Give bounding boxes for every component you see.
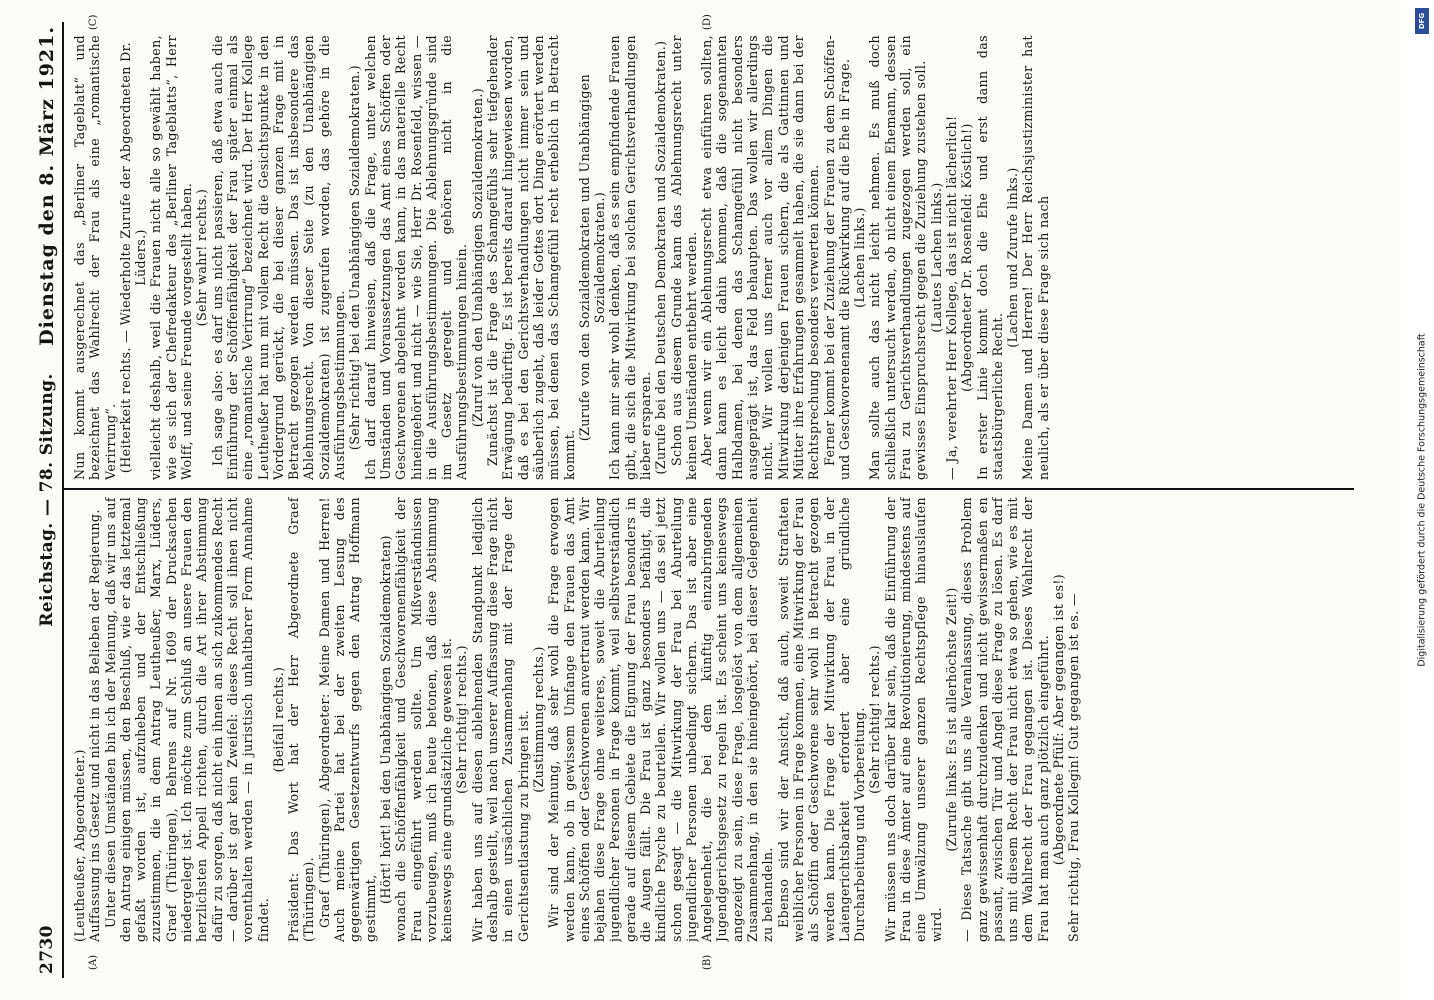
interjection-line: (Abgeordneter Dr. Rosenfeld: Köstlich!) (959, 123, 975, 392)
interjection-line: (Sehr richtig! rechts.) (867, 645, 883, 794)
body-paragraph: — Ja, verehrter Herr Kollege, das ist nicht lächerlich! (943, 115, 959, 480)
interjection-line: (Hört! hört! bei den Unabhängigen Sozialdemokraten) (377, 535, 393, 904)
digitization-credit-text: Digitalisierung gefördert durch die Deutsche Forschungsgemeinschaft (1416, 333, 1428, 667)
interjection-line: (Heiterkeit rechts. — Wiederholte Zurufe der Abgeordneten Dr. Lüders.) (117, 41, 149, 474)
interjection-line: (Zuruf von den Unabhängigen Sozialdemokraten.) (469, 87, 485, 428)
body-paragraph: Zunächst ist die Frage des Schamgefühls sehr tiefgehender Erwägung bedürftig. Es ist bereits darauf hingewiesen worden, daß es bei den Gerichtsverhandlungen nicht immer sein und säuberlich zugeht, daß leider Gottes dort Dinge erörtert werden müssen, bei denen das Schamgefühl recht erheblich in Betracht kommt. (485, 35, 577, 480)
body-paragraph: vielleicht deshalb, weil die Frauen nicht alle so gewählt haben, wie es sich der Chefredakteur des „Berliner Tageblatts“, Herr Wolff, und seine Freunde vorgestellt haben. (148, 35, 195, 480)
body-paragraph: Ich sage also: es darf uns nicht passieren, daß etwa auch die Einführung der Schöffenfähigkeit der Frau später einmal als eine „romantische Verirrung“ bezeichnet wird. Der Herr Kollege Leutheußer hat nun mit vollem Recht die Gesichtspunkte in den Vordergrund gerückt, die bei dieser ganzen Frage mit in Betracht gezogen werden müssen. Das ist insbesondere das Ablehnungsrecht. Von dieser Seite (zu den Unabhängigen Sozialdemokraten) ist zugerufen worden, das gehöre in die Ausführungsbestimmungen. (209, 35, 348, 480)
interjection-line: (Zurufe von den Sozialdemokraten und Unabhängigen Sozialdemokraten.) (576, 73, 608, 442)
body-paragraph: Ferner kommt bei der Zuziehung der Frauen zu dem Schöffen- und Geschworenenamt die Rückwirkung auf die Ehe in Frage. (821, 35, 852, 480)
interjection-line: (Sehr richtig! bei den Unabhängigen Sozialdemokraten.) (347, 64, 363, 451)
body-paragraph: Unter diesen Umständen bin ich der Meinung, daß wir uns auf den Antrag einigen müssen, den Beschluß, wie er das letztemal gefaßt worden ist, aufzuheben und der Entschließung zuzustimmen, die in dem Antrag Leutheußer, Marx, Lüders, Graef (Thüringen), Behrens auf Nr. 1609 der Drucksachen niedergelegt ist. Ich möchte zum Schluß an unsere Frauen den herzlichsten Appell richten, durch die Art ihrer Abstimmung dafür zu sorgen, daß nicht ein ihnen an sich zukommendes Recht — darüber ist gar kein Zweifel: dieses Recht soll ihnen nicht vorenthalten werden — in juristisch unhaltbarer Form Annahme findet. (102, 497, 271, 942)
body-paragraph: Man sollte auch das nicht leicht nehmen. Es muß doch schließlich untersucht werden, ob nicht einem Ehemann, dessen Frau zu Gerichtsverhandlungen zugezogen werden soll, ein gewisses Einspruchsrecht gegen die Zuziehung zustehen soll. (867, 35, 929, 480)
dfg-logo (1415, 8, 1429, 34)
page-number: 2730 (37, 925, 57, 974)
interjection-line: (Lachen und Zurufe links.) (1005, 167, 1021, 348)
body-paragraph: Nun kommt ausgerechnet das „Berliner Tageblatt“ und bezeichnet das Wahlrecht der Frau als eine „romantische Verirrung“. (72, 35, 118, 480)
body-paragraph: Meine Damen und Herren! Der Herr Reichsjustizminister hat neulich, als er über diese Frage sich nach (1020, 35, 1051, 480)
body-paragraph: Sehr richtig, Frau Kollegin! Gut gegangen ist es. — (1066, 593, 1082, 942)
body-paragraph: Ebenso sind wir der Ansicht, daß auch, soweit Straftaten weiblicher Personen in Frage kommen, eine Mitwirkung der Frau als Schöffin oder Geschworene sehr wohl in Betracht gezogen werden kann. Die Frage der Mitwirkung der Frau in der Laiengerichtsbarkeit erfordert aber eine gründliche Durcharbeitung und Vorbereitung. (775, 497, 868, 942)
body-paragraph: Wir sind der Meinung, daß sehr wohl die Frage erwogen werden kann, ob in gewissem Umfange den Frauen das Amt eines Schöffen oder Geschworenen anvertraut werden kann. Wir bejahen diese Frage ohne weiteres, soweit die Aburteilung jugendlicher Personen in Frage kommt, weil selbstverständlich gerade auf diesem Gebiete die Eignung der Frau besonders in die Augen fällt. Die Frau ist ganz besonders befähigt, die kindliche Psyche zu beurteilen. Wir wollen uns — das sei jetzt schon gesagt — die Mitwirkung der Frau bei Aburteilung jugendlicher Personen unbedingt sichern. Das ist aber eine Angelegenheit, die bei dem künftig einzubringenden Jugendgerichtsgesetz zu regeln ist. Es scheint uns keineswegs angezeigt zu sein, diese Frage, losgelöst von dem allgemeinen Zusammenhang, in den sie hineingehört, bei dieser Gelegenheit zu behandeln. (546, 497, 776, 942)
interjection-line: (Zurufe links: Es ist allerhöchste Zeit!) (943, 587, 959, 852)
body-paragraph: Graef (Thüringen), Abgeordneter: Meine Damen und Herren! Auch meine Partei hat bei der zweiten Lesung des gegenwärtigen Gesetzentwurfs gegen den Antrag Hoffmann gestimmt, (316, 497, 378, 942)
body-paragraph: Aber wenn wir ein Ablehnungsrecht etwa einführen sollten, dann kann es leicht dahin kommen, daß die sogenannten Halbdamen, bei denen das Schamgefühl nicht besonders ausgeprägt ist, das Feld behaupten. Das wollen wir allerdings nicht. Wir wollen uns ferner auch vor allem Dingen die Mitwirkung derjenigen Frauen sichern, die als Gattinnen und Mütter ihre Erfahrungen gesammelt haben, die sie dann bei der Rechtsprechung besonders verwerten können. (699, 35, 822, 480)
margin-mark-c: (C) (88, 14, 99, 30)
left-text-column (72, 497, 1380, 942)
body-paragraph: Präsident: Das Wort hat der Herr Abgeordnete Graef (Thüringen). (286, 497, 317, 942)
interjection-line: (Beifall rechts.) (270, 666, 286, 773)
interjection-line: (Lautes Lachen links.) (928, 182, 944, 333)
body-paragraph: Ich darf darauf hinweisen, daß die Frage, unter welchen Umständen und Voraussetzungen das Amt eines Schöffen oder Geschworenen abgelehnt werden kann, in das materielle Recht hineingehört und nicht — wie Sie, Herr Dr. Rosenfeld, wissen — in die Ausführungsbestimmungen. Die Ablehnungsgründe sind im Gesetz geregelt und gehören nicht in die Ausführungsbestimmungen hinein. (362, 35, 470, 480)
body-paragraph: Auffassung ins Gesetz und nicht in das Belieben der Regierung. (87, 509, 103, 942)
interjection-line: (Abgeordnete Pfülf: Aber gegangen ist es!) (1051, 573, 1066, 866)
column-divider (62, 488, 1354, 490)
interjection-line: (Sehr richtig! rechts.) (454, 645, 470, 794)
body-paragraph: Ich kann mir sehr wohl denken, daß es sein empfindende Frauen gibt, die sich die Mitwirkung bei solchen Gerichtsverhandlungen lieber ersparen. (607, 35, 653, 480)
digitization-credit (1410, 0, 1434, 1000)
header-date: Dienstag den 8. März 1921. (36, 26, 58, 346)
page-header (32, 22, 64, 978)
dfg-logo-text: DFG (1418, 12, 1426, 30)
right-text-column (72, 35, 1380, 480)
margin-mark-d: (D) (702, 14, 713, 30)
interjection-line: (Zurufe bei den Deutschen Demokraten und Sozialdemokraten.) (653, 40, 669, 475)
interjection-line: (Lachen links.) (852, 207, 868, 308)
body-paragraph: Wir haben uns auf diesen ablehnenden Standpunkt lediglich deshalb gestellt, weil nach unserer Auffassung diese Frage nicht in einen ursächlichen Zusammenhang mit der Frage der Gerichtsentlastung zu bringen ist. (469, 497, 531, 942)
header-title: Reichstag. — 78. Sitzung. (37, 373, 57, 627)
body-paragraph: In erster Linie kommt doch die Ehe und erst dann das staatsbürgerliche Recht. (974, 35, 1005, 480)
body-paragraph: — Diese Tatsache gibt uns alle Veranlassung, dieses Problem ganz gewissenhaft durchzudenken und nicht gewissermaßen en passant, zwischen Tür und Angel diese Frage zu lösen. Es darf uns mit diesem Recht der Frau nicht etwa so gehen, wie es mit dem Wahlrecht der Frau gegangen ist. Dieses Wahlrecht der Frau hat man auch ganz plötzlich eingeführt. (959, 497, 1051, 942)
margin-mark-a: (A) (88, 954, 99, 970)
body-paragraph: wonach die Schöffenfähigkeit und Geschworenenfähigkeit der Frau eingeführt werden sollte. Um Mißverständnissen vorzubeugen, muß ich heute betonen, daß diese Abstimmung keineswegs eine grundsätzliche gewesen ist. (393, 497, 455, 942)
interjection-line: (Zustimmung rechts.) (530, 646, 546, 793)
body-paragraph: (Leutheußer, Abgeordneter.) (72, 749, 87, 942)
body-paragraph: Wir müssen uns doch darüber klar sein, daß die Einführung der Frau in diese Ämter auf eine Revolutionierung, mindestens auf eine Umwälzung unserer ganzen Rechtspflege hinauslaufen wird. (882, 497, 944, 942)
interjection-line: (Sehr wahr! rechts.) (194, 188, 210, 327)
body-paragraph: Schon aus diesem Grunde kann das Ablehnungsrecht unter keinen Umständen entbehrt werden. (668, 35, 699, 480)
margin-mark-b: (B) (702, 954, 713, 970)
